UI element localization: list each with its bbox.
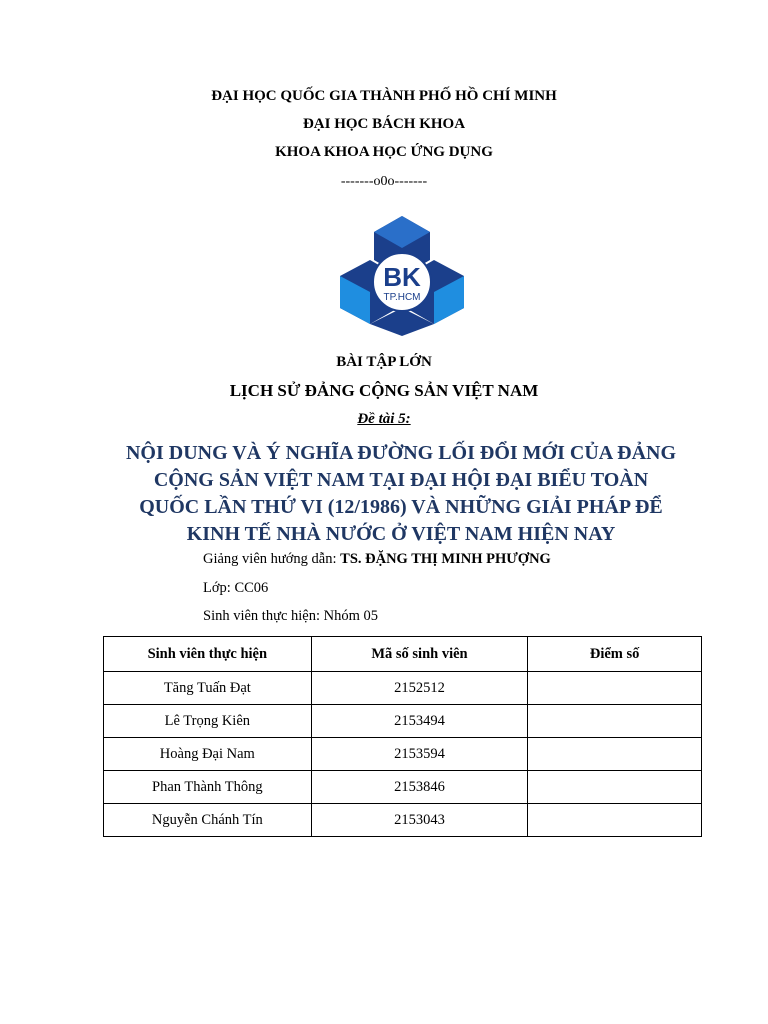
student-name: Nguyễn Chánh Tín [104, 804, 312, 837]
faculty-name: KHOA KHOA HỌC ỨNG DỤNG [275, 144, 493, 160]
student-id: 2153846 [311, 771, 528, 804]
student-score [528, 738, 702, 771]
class-line [203, 580, 268, 597]
logo-subtext: TP.HCM [383, 292, 421, 303]
class-label: Lớp: [203, 580, 235, 596]
topic-label: Đề tài 5: [357, 411, 411, 427]
student-score [528, 672, 702, 705]
table-header-row [104, 637, 702, 672]
student-score [528, 804, 702, 837]
group-line [203, 608, 378, 625]
topic-title-line: QUỐC LẦN THỨ VI (12/1986) VÀ NHỮNG GIẢI PHÁP ĐỂ [139, 496, 663, 518]
school-name: ĐẠI HỌC BÁCH KHOA [302, 116, 466, 132]
student-id: 2152512 [311, 672, 528, 705]
assignment-type: BÀI TẬP LỚN [336, 354, 432, 370]
header-score: Điểm số [528, 637, 702, 672]
bk-logo [334, 212, 470, 336]
table-row [104, 705, 702, 738]
topic-title [0, 440, 768, 548]
header-student: Sinh viên thực hiện [104, 637, 312, 672]
table-row [104, 672, 702, 705]
group-value: Nhóm 05 [323, 608, 378, 624]
student-id: 2153043 [311, 804, 528, 837]
topic-title-line: CỘNG SẢN VIỆT NAM TẠI ĐẠI HỘI ĐẠI BIỂU TOÀN [153, 469, 649, 491]
student-id: 2153494 [311, 705, 528, 738]
student-score [528, 705, 702, 738]
separator: -------o0o------- [340, 174, 428, 189]
university-name: ĐẠI HỌC QUỐC GIA THÀNH PHỐ HỒ CHÍ MINH [211, 88, 557, 104]
table-row [104, 738, 702, 771]
instructor-label: Giảng viên hướng dẫn: [203, 551, 341, 567]
instructor-line [203, 551, 551, 568]
student-id: 2153594 [311, 738, 528, 771]
instructor-name: TS. ĐẶNG THỊ MINH PHƯỢNG [340, 551, 551, 567]
student-name: Lê Trọng Kiên [104, 705, 312, 738]
student-name: Hoàng Đại Nam [104, 738, 312, 771]
student-name: Tăng Tuấn Đạt [104, 672, 312, 705]
group-label: Sinh viên thực hiện: [203, 608, 324, 624]
student-name: Phan Thành Thông [104, 771, 312, 804]
student-score [528, 771, 702, 804]
subject-title: LỊCH SỬ ĐẢNG CỘNG SẢN VIỆT NAM [229, 381, 539, 400]
topic-title-line: NỘI DUNG VÀ Ý NGHĨA ĐƯỜNG LỐI ĐỔI MỚI CỦA ĐẢNG [125, 442, 677, 464]
table-row [104, 804, 702, 837]
topic-title-line: KINH TẾ NHÀ NƯỚC Ở VIỆT NAM HIỆN NAY [186, 523, 616, 545]
logo-text: BK [383, 262, 421, 292]
header-student-id: Mã số sinh viên [311, 637, 528, 672]
members-table [103, 636, 702, 837]
table-row [104, 771, 702, 804]
class-value: CC06 [234, 580, 269, 596]
